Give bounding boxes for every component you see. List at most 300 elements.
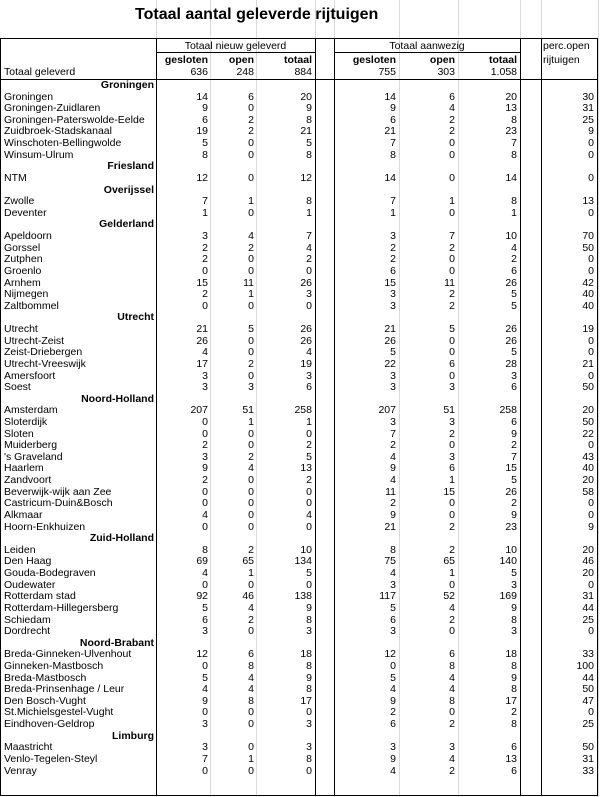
cell-new-closed: 9 <box>202 695 208 707</box>
location-label: Utrecht-Vreeswijk <box>4 358 86 370</box>
table-row <box>0 591 600 602</box>
cell-new-closed: 3 <box>202 370 208 382</box>
table-row <box>0 126 600 137</box>
col-header-new-total: totaal <box>283 55 312 66</box>
cell-present-total: 140 <box>499 556 517 568</box>
cell-present-closed: 5 <box>390 672 396 684</box>
cell-new-open: 8 <box>248 661 254 672</box>
table-row <box>0 487 600 498</box>
cell-new-total: 6 <box>306 382 312 394</box>
cell-present-total: 8 <box>511 684 517 696</box>
cell-present-closed: 8 <box>390 544 396 556</box>
region-label: Gelderland <box>99 219 154 231</box>
cell-new-total: 10 <box>300 544 312 556</box>
cell-present-open: 2 <box>449 614 455 626</box>
totals-row <box>0 67 600 78</box>
table-row <box>0 150 600 161</box>
cell-present-total: 8 <box>511 196 517 208</box>
cell-present-open: 0 <box>449 265 455 277</box>
cell-new-total: 9 <box>306 103 312 115</box>
cell-new-open: 0 <box>248 719 254 731</box>
cell-present-total: 26 <box>505 486 517 498</box>
cell-new-closed: 19 <box>196 126 208 138</box>
cell-new-open: 0 <box>248 149 254 161</box>
cell-present-open: 0 <box>449 370 455 382</box>
table-row <box>0 615 600 626</box>
table-row <box>0 661 600 672</box>
cell-present-open: 3 <box>449 416 455 428</box>
cell-new-closed: 3 <box>202 451 208 463</box>
location-label: Utrecht-Zeist <box>4 335 65 347</box>
cell-new-open: 8 <box>248 695 254 707</box>
cell-new-closed: 3 <box>202 626 208 638</box>
cell-perc-open: 25 <box>582 614 594 626</box>
region-label: Overijssel <box>103 184 154 196</box>
region-label: Utrecht <box>117 312 154 324</box>
location-label: 's Graveland <box>4 451 63 463</box>
table-row <box>0 266 600 277</box>
cell-new-total: 8 <box>306 684 312 696</box>
cell-present-closed: 3 <box>390 742 396 754</box>
cell-present-closed: 6 <box>390 614 396 626</box>
cell-new-closed: 2 <box>202 289 208 301</box>
cell-new-open: 0 <box>248 486 254 498</box>
cell-perc-open: 70 <box>582 231 594 243</box>
cell-new-open: 2 <box>248 242 254 254</box>
cell-present-total: 14 <box>505 172 517 184</box>
cell-present-open: 2 <box>449 428 455 440</box>
cell-present-open: 0 <box>449 509 455 521</box>
cell-present-open: 2 <box>449 544 455 556</box>
cell-new-total: 9 <box>306 672 312 684</box>
cell-new-open: 4 <box>248 231 254 243</box>
table-row <box>0 498 600 509</box>
cell-perc-open: 0 <box>588 579 594 591</box>
cell-new-open: 1 <box>248 568 254 580</box>
location-label: Amersfoort <box>4 370 56 382</box>
cell-new-open: 0 <box>248 428 254 440</box>
cell-present-open: 0 <box>449 335 455 347</box>
cell-present-closed: 0 <box>390 661 396 672</box>
cell-new-total: 0 <box>306 300 312 312</box>
cell-perc-open: 43 <box>582 451 594 463</box>
cell-new-total: 8 <box>306 196 312 208</box>
col-header-new-closed: gesloten <box>164 55 208 66</box>
cell-present-total: 7 <box>511 138 517 150</box>
cell-perc-open: 46 <box>582 556 594 568</box>
cell-perc-open: 0 <box>588 347 594 359</box>
cell-present-total: 23 <box>505 521 517 533</box>
cell-new-closed: 0 <box>202 486 208 498</box>
cell-new-total: 7 <box>306 231 312 243</box>
cell-new-open: 4 <box>248 463 254 475</box>
cell-perc-open: 50 <box>582 382 594 394</box>
cell-perc-open: 30 <box>582 91 594 103</box>
cell-present-open: 15 <box>443 486 455 498</box>
cell-present-total: 2 <box>511 254 517 266</box>
table-row <box>0 568 600 579</box>
table-row <box>0 231 600 242</box>
cell-new-closed: 1 <box>202 207 208 219</box>
table-row <box>0 324 600 335</box>
location-label: Amsterdam <box>4 405 58 417</box>
cell-new-closed: 6 <box>202 114 208 126</box>
cell-present-total: 9 <box>511 509 517 521</box>
cell-present-closed: 21 <box>384 324 396 336</box>
table-row <box>0 103 600 114</box>
cell-new-total: 0 <box>306 265 312 277</box>
location-label: Dordrecht <box>4 626 51 638</box>
cell-present-open: 4 <box>449 672 455 684</box>
cell-present-closed: 2 <box>390 440 396 452</box>
group-header-new: Totaal nieuw geleverd <box>184 40 287 52</box>
page-title: Totaal aantal geleverde rijtuigen <box>135 6 379 23</box>
cell-new-total: 138 <box>294 591 312 603</box>
cell-perc-open: 33 <box>582 765 594 777</box>
cell-new-open: 2 <box>248 544 254 556</box>
cell-present-closed: 3 <box>390 382 396 394</box>
cell-new-open: 0 <box>248 498 254 510</box>
table-row <box>0 556 600 567</box>
cell-perc-open: 0 <box>588 440 594 452</box>
cell-present-open: 0 <box>449 707 455 719</box>
region-label: Zuid-Holland <box>89 533 154 545</box>
cell-perc-open: 25 <box>582 114 594 126</box>
cell-new-open: 0 <box>248 138 254 150</box>
cell-present-total: 2 <box>511 440 517 452</box>
cell-present-total: 6 <box>511 265 517 277</box>
location-label: Alkmaar <box>4 509 43 521</box>
cell-new-open: 0 <box>248 347 254 359</box>
cell-new-closed: 9 <box>202 463 208 475</box>
cell-present-open: 8 <box>449 695 455 707</box>
location-label: Gorssel <box>4 242 41 254</box>
totals-new-total: 884 <box>294 67 312 78</box>
cell-new-open: 2 <box>248 358 254 370</box>
location-label: Groningen-Paterswolde-Eelde <box>4 114 145 126</box>
cell-present-total: 26 <box>505 324 517 336</box>
cell-new-closed: 3 <box>202 231 208 243</box>
cell-new-total: 1 <box>306 207 312 219</box>
cell-new-open: 0 <box>248 579 254 591</box>
cell-present-closed: 1 <box>390 207 396 219</box>
cell-present-total: 5 <box>511 475 517 487</box>
cell-new-open: 0 <box>248 300 254 312</box>
cell-new-total: 20 <box>300 91 312 103</box>
cell-present-total: 2 <box>511 498 517 510</box>
cell-perc-open: 20 <box>582 568 594 580</box>
cell-new-open: 0 <box>248 475 254 487</box>
location-label: Zandvoort <box>4 475 52 487</box>
cell-perc-open: 40 <box>582 300 594 312</box>
region-header-row <box>0 161 600 172</box>
cell-new-closed: 3 <box>202 742 208 754</box>
table-row <box>0 626 600 637</box>
table-row <box>0 405 600 416</box>
cell-present-open: 2 <box>449 242 455 254</box>
cell-new-closed: 4 <box>202 347 208 359</box>
cell-present-total: 10 <box>505 544 517 556</box>
cell-present-closed: 9 <box>390 509 396 521</box>
table-row <box>0 754 600 765</box>
location-label: Haarlem <box>4 463 44 475</box>
cell-new-total: 18 <box>300 649 312 661</box>
cell-perc-open: 44 <box>582 602 594 614</box>
cell-present-closed: 22 <box>384 358 396 370</box>
cell-new-open: 1 <box>248 416 254 428</box>
cell-perc-open: 0 <box>588 370 594 382</box>
cell-new-open: 2 <box>248 126 254 138</box>
cell-new-closed: 2 <box>202 254 208 266</box>
cell-perc-open: 20 <box>582 405 594 417</box>
location-label: Maastricht <box>4 742 53 754</box>
cell-perc-open: 42 <box>582 277 594 289</box>
location-label: Nijmegen <box>4 289 49 301</box>
table-row <box>0 138 600 149</box>
cell-perc-open: 33 <box>582 649 594 661</box>
cell-present-open: 11 <box>444 277 455 289</box>
table-row <box>0 243 600 254</box>
location-label: Rotterdam stad <box>4 591 76 603</box>
cell-present-open: 0 <box>449 579 455 591</box>
cell-new-closed: 0 <box>202 416 208 428</box>
cell-new-open: 0 <box>248 265 254 277</box>
table-row <box>0 452 600 463</box>
cell-new-closed: 3 <box>202 382 208 394</box>
cell-present-closed: 3 <box>390 370 396 382</box>
location-label: Oudewater <box>4 579 56 591</box>
cell-new-closed: 207 <box>190 405 208 417</box>
cell-perc-open: 20 <box>582 475 594 487</box>
cell-perc-open: 31 <box>582 591 594 603</box>
totals-new-open: 248 <box>236 67 254 78</box>
cell-new-total: 5 <box>306 568 312 580</box>
cell-perc-open: 50 <box>582 684 594 696</box>
location-label: Soest <box>4 382 31 394</box>
cell-present-open: 52 <box>443 591 455 603</box>
cell-present-total: 8 <box>511 114 517 126</box>
cell-present-total: 8 <box>511 149 517 161</box>
cell-new-total: 4 <box>306 242 312 254</box>
cell-present-closed: 75 <box>384 556 396 568</box>
group-header-present: Totaal aanwezig <box>389 40 465 52</box>
cell-new-closed: 7 <box>202 753 208 765</box>
cell-new-closed: 0 <box>202 765 208 777</box>
region-header-row <box>0 533 600 544</box>
cell-new-closed: 2 <box>202 440 208 452</box>
table-row <box>0 684 600 695</box>
cell-present-open: 3 <box>449 451 455 463</box>
cell-perc-open: 40 <box>582 463 594 475</box>
cell-present-closed: 9 <box>390 695 396 707</box>
cell-present-closed: 3 <box>390 416 396 428</box>
cell-present-open: 0 <box>449 149 455 161</box>
cell-present-closed: 3 <box>390 231 396 243</box>
cell-present-total: 6 <box>511 416 517 428</box>
cell-perc-open: 50 <box>582 742 594 754</box>
cell-new-total: 8 <box>306 114 312 126</box>
cell-present-closed: 26 <box>384 335 396 347</box>
cell-new-total: 0 <box>306 486 312 498</box>
cell-present-open: 3 <box>449 382 455 394</box>
cell-present-total: 6 <box>511 382 517 394</box>
totals-present-closed: 755 <box>378 67 396 78</box>
cell-perc-open: 31 <box>582 103 594 115</box>
cell-perc-open: 0 <box>588 509 594 521</box>
cell-new-total: 3 <box>306 626 312 638</box>
cell-present-total: 8 <box>511 661 517 672</box>
cell-new-open: 0 <box>248 172 254 184</box>
cell-new-open: 1 <box>248 196 254 208</box>
cell-perc-open: 47 <box>582 695 594 707</box>
cell-perc-open: 0 <box>588 138 594 150</box>
location-label: Castricum-Duin&Bosch <box>4 498 113 510</box>
cell-new-open: 0 <box>248 707 254 719</box>
cell-new-open: 2 <box>248 614 254 626</box>
table-row <box>0 766 600 777</box>
cell-present-total: 7 <box>511 451 517 463</box>
cell-present-total: 3 <box>511 626 517 638</box>
cell-present-total: 169 <box>499 591 517 603</box>
cell-present-total: 1 <box>511 207 517 219</box>
cell-present-open: 2 <box>449 765 455 777</box>
cell-present-total: 9 <box>511 428 517 440</box>
cell-new-open: 65 <box>242 556 254 568</box>
cell-present-closed: 3 <box>390 300 396 312</box>
cell-present-total: 23 <box>505 126 517 138</box>
table-row <box>0 463 600 474</box>
table-row <box>0 208 600 219</box>
cell-present-open: 7 <box>449 231 455 243</box>
cell-present-total: 20 <box>505 91 517 103</box>
cell-present-open: 0 <box>449 138 455 150</box>
cell-new-closed: 12 <box>196 172 208 184</box>
cell-present-open: 6 <box>449 649 455 661</box>
cell-present-open: 6 <box>449 91 455 103</box>
cell-present-open: 6 <box>449 463 455 475</box>
cell-new-closed: 4 <box>202 568 208 580</box>
cell-present-closed: 21 <box>384 126 396 138</box>
cell-new-closed: 0 <box>202 521 208 533</box>
col-header-present-total: totaal <box>488 55 517 66</box>
location-label: Zutphen <box>4 254 43 266</box>
region-header-row <box>0 219 600 230</box>
cell-present-open: 6 <box>449 358 455 370</box>
cell-present-total: 28 <box>505 358 517 370</box>
location-label: Breda-Mastbosch <box>4 672 87 684</box>
cell-present-open: 0 <box>449 347 455 359</box>
cell-new-total: 21 <box>300 126 312 138</box>
table-row <box>0 510 600 521</box>
cell-new-open: 0 <box>248 509 254 521</box>
table-row <box>0 603 600 614</box>
col-header-new-open: open <box>228 55 254 66</box>
cell-present-closed: 8 <box>390 149 396 161</box>
location-label: Groenlo <box>4 265 42 277</box>
location-label: Den Haag <box>4 556 52 568</box>
table-row <box>0 173 600 184</box>
cell-perc-open: 40 <box>582 289 594 301</box>
cell-present-open: 51 <box>443 405 455 417</box>
cell-perc-open: 20 <box>582 544 594 556</box>
cell-present-closed: 9 <box>390 753 396 765</box>
location-label: Winschoten-Bellingwolde <box>4 138 122 150</box>
cell-present-open: 4 <box>449 103 455 115</box>
cell-perc-open: 9 <box>588 126 594 138</box>
cell-present-total: 4 <box>511 242 517 254</box>
cell-present-total: 258 <box>499 405 517 417</box>
cell-present-closed: 4 <box>390 684 396 696</box>
region-label: Limburg <box>112 730 154 742</box>
cell-new-total: 9 <box>306 602 312 614</box>
cell-present-total: 26 <box>505 335 517 347</box>
cell-new-closed: 0 <box>202 579 208 591</box>
cell-new-total: 0 <box>306 579 312 591</box>
table-row <box>0 440 600 451</box>
cell-present-closed: 2 <box>390 254 396 266</box>
cell-new-open: 0 <box>248 440 254 452</box>
region-label: Friesland <box>107 161 154 173</box>
cell-new-open: 4 <box>248 684 254 696</box>
cell-new-total: 26 <box>300 335 312 347</box>
cell-new-total: 4 <box>306 347 312 359</box>
cell-perc-open: 0 <box>588 335 594 347</box>
cell-perc-open: 50 <box>582 416 594 428</box>
location-label: Gouda-Bodegraven <box>4 568 96 580</box>
table-row <box>0 196 600 207</box>
totals-label: Totaal geleverd <box>4 67 76 78</box>
cell-present-open: 5 <box>449 324 455 336</box>
cell-present-total: 26 <box>505 277 517 289</box>
cell-present-open: 0 <box>449 440 455 452</box>
cell-present-open: 4 <box>449 753 455 765</box>
cell-perc-open: 0 <box>588 149 594 161</box>
table-row <box>0 696 600 707</box>
table-row <box>0 301 600 312</box>
col-header-perc: rijtuigen <box>543 55 580 66</box>
cell-present-closed: 7 <box>390 138 396 150</box>
cell-present-closed: 11 <box>385 486 396 498</box>
cell-new-closed: 0 <box>202 707 208 719</box>
table-row <box>0 289 600 300</box>
cell-new-closed: 0 <box>202 428 208 440</box>
cell-new-total: 0 <box>306 707 312 719</box>
cell-present-closed: 9 <box>390 103 396 115</box>
location-label: NTM <box>4 172 27 184</box>
cell-present-open: 2 <box>449 521 455 533</box>
cell-new-open: 0 <box>248 103 254 115</box>
cell-new-open: 0 <box>248 254 254 266</box>
cell-perc-open: 13 <box>582 196 594 208</box>
cell-present-total: 8 <box>511 614 517 626</box>
cell-new-closed: 15 <box>196 277 208 289</box>
cell-present-total: 5 <box>511 568 517 580</box>
table-row <box>0 382 600 393</box>
cell-present-closed: 7 <box>390 428 396 440</box>
table-row <box>0 545 600 556</box>
cell-new-total: 4 <box>306 509 312 521</box>
cell-present-closed: 207 <box>378 405 396 417</box>
location-label: Sloterdijk <box>4 416 48 428</box>
cell-new-total: 2 <box>306 254 312 266</box>
cell-perc-open: 0 <box>588 265 594 277</box>
cell-new-open: 46 <box>242 591 254 603</box>
table-row <box>0 254 600 265</box>
region-label: Noord-Brabant <box>79 637 154 649</box>
cell-present-closed: 12 <box>384 649 396 661</box>
cell-new-open: 0 <box>248 370 254 382</box>
cell-new-open: 1 <box>248 753 254 765</box>
